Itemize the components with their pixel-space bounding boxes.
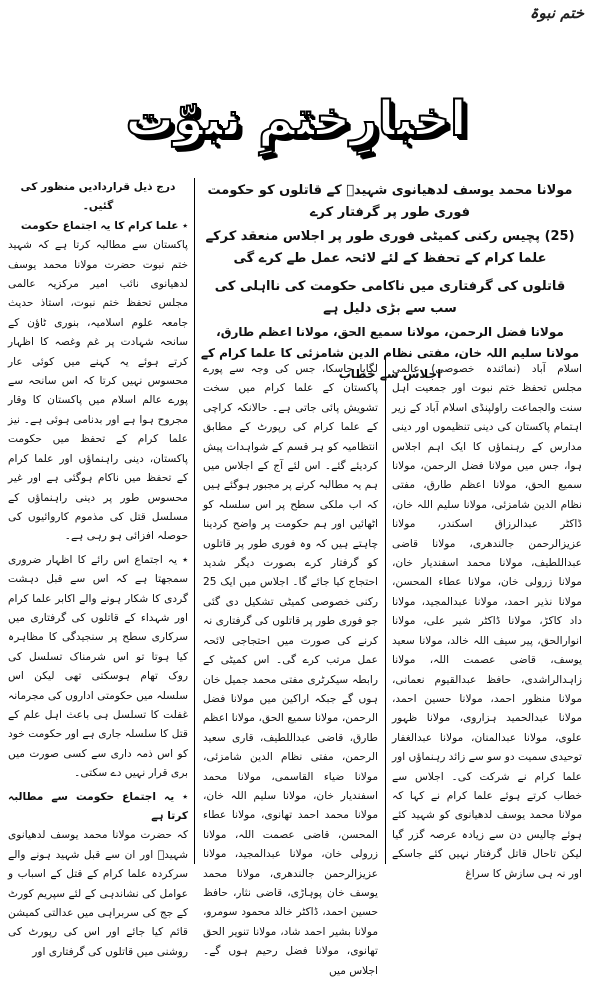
banner-title: اخبارِختمِ نبوّت xyxy=(125,91,467,147)
headline-1: مولانا محمد یوسف لدھیانوی شہیدؒ کے قاتلوں کو حکومت فوری طور پر گرفتار کرے xyxy=(207,183,573,220)
article-column-left xyxy=(8,178,188,958)
article-column-middle xyxy=(203,360,378,977)
column-divider-inner xyxy=(385,356,386,864)
article-text-middle: لگایا جاسکا، جس کی وجہ سے پورے پاکستان کے علما کرام میں سخت تشویش پائی جاتی ہے۔ حالانکہ کراچی کے علما کرام کی رپورٹ کے مطابق انتظامیہ کو ہر قسم کے شواہدات پیش کردیئے گئے۔ اس لئے آج کے اجلاس میں ہم یہ مطالبہ کرنے پر مجبور ہوگئے ہیں کہ اب ملکی سطح پر اس سلسلہ کو اٹھائیں اور ہم حکومت پر واضح کردینا چاہتے ہیں کہ وہ فوری طور پر قاتلوں کو گرفتار کرے بصورت دیگر شدید احتجاج کیا جائے گا۔ اجلاس میں ایک 25 رکنی خصوصی کمیٹی تشکیل دی گئی جو فوری طور پر قاتلوں کی گرفتاری نہ کرنے کی صورت میں احتجاجی لائحہ عمل مرتب کرے گی۔ اس کمیٹی کے رابطہ سیکرٹری مفتی محمد جمیل خان ہوں گے جبکہ اراکین میں مولانا فضل الرحمن، مولانا سمیع الحق، مولانا اعظم طارق، قاضی عبداللطیف، قاری سعید الرحمن، مفتی نظام الدین شامزئی، مولانا ضیاء القاسمی، مولانا محمد اسفندیار خان، مولانا سلیم اللہ خان، مولانا محمد احمد تھانوی، مولانا عطاء المحسن، قاضی عصمت اللہ، مولانا زرولی خان، مولانا عبدالمجید، مولانا عزیزالرحمن جالندھری، مولانا محمد یوسف خان پوہاڑی، قاضی نثار، حافظ حسین احمد، ڈاکٹر خالد محمود سومرو، مولانا بشیر احمد شاد، مولانا تنویر الحق تھانوی، مولانا فضل رحیم ہوں گے۔ اجلاس میں xyxy=(203,363,378,977)
resolution-1-text: پاکستان سے مطالبہ کرتا ہے کہ شہید ختم نبوت حضرت مولانا محمد یوسف لدھیانوی نائب امیر مرکزیہ عالمی مجلس تحفظ ختم نبوت، استاذ حدیث جامعہ علوم اسلامیہ، بنوری ٹاؤن کے سانحہ شہادت پر غم وغصہ کا اظہار کرتے ہوئے یہ کہنے میں کوئی عار محسوس نہیں کرتا کہ اس سانحہ سے پورے عالم اسلام میں پاکستان کا وقار مجروح ہوا ہے اور بدنامی ہوئی ہے۔ نیز علما کرام کے تحفظ میں حکومت پاکستان، دینی راہنماؤں اور علما کرام کے تحفظ میں ناکام ہوگئی ہے اور غیر محسوس طور پر دینی راہنماؤں کے مسلسل قتل کی مذموم کاروائیوں کی حوصلہ افزائی ہو رہی ہے۔ xyxy=(8,239,188,543)
resolution-1-heading: ٭ علما کرام کا یہ اجتماع حکومت xyxy=(20,219,188,232)
resolution-3-heading: ٭ یہ اجتماع حکومت سے مطالبہ کرتا ہے xyxy=(8,790,188,822)
masthead-logo: ختم نبوۃ xyxy=(529,4,584,22)
lead-headline-block xyxy=(200,180,580,385)
headline-4: مولانا فضل الرحمن، مولانا سمیع الحق، مولانا اعظم طارق، مولانا سلیم اللہ خان، مفتی نظام الدین شامزئی کا علما کرام کے اجلاس سے خطاب xyxy=(200,325,580,381)
page-banner xyxy=(76,88,516,150)
article-text-right: اسلام آباد (نمائندہ خصوصی) عالمی مجلس تحفظ ختم نبوت اور جمعیت اہل سنت والجماعت راولپنڈی اسلام آباد کے زیر اہتمام پاکستان کی دینی تنظیموں اور دینی مدارس کے رہنماؤں کا ایک اہم اجلاس ہوا، جس میں مولانا فضل الرحمن، مولانا سمیع الحق، مولانا اعظم طارق، مفتی نظام الدین شامزئی، مولانا سلیم اللہ خان، ڈاکٹر عبدالرزاق اسکندر، مولانا عزیزالرحمن جالندھری، مولانا قاضی عبداللطیف، مولانا محمد اسفندیار خان، مولانا زرولی خان، مولانا عطاء المحسن، مولانا نذیر احمد، مولانا عبدالمجید، مولانا داد کاکڑ، مولانا ڈاکٹر شیر علی، مولانا انوارالحق، پیر سیف اللہ خالد، مولانا سعید یوسف، قاضی عصمت اللہ، مولانا زاہدالراشدی، حافظ عبدالقیوم نعمانی، مولانا منظور احمد، مولانا حسین احمد، مولانا عبدالحمید ہزاروی، مولانا ظہور علوی، مولانا عبدالمنان، مولانا عبدالغفار توحیدی سمیت دو سو سے زائد رہنماؤں اور علما کرام نے شرکت کی۔ اجلاس سے خطاب کرتے ہوئے علما کرام نے کہا کہ مولانا محمد یوسف لدھیانوی کو شہید کئے ہوئے چالیس دن سے زیادہ عرصہ گزر گیا لیکن تاحال قاتل گرفتار نہیں کئے جاسکے اور نہ ہی سازش کا سراغ xyxy=(392,363,582,880)
headline-2: (25) پچیس رکنی کمیٹی فوری طور پر اجلاس منعقد کرکے علما کرام کے تحفظ کے لئے لائحہ عمل طے کرے گی xyxy=(205,229,575,266)
column-divider-main xyxy=(194,178,195,864)
article-column-right xyxy=(392,360,582,880)
resolution-2-text: ٭ یہ اجتماع اس رائے کا اظہار ضروری سمجھتا ہے کہ اس سے قبل دہشت گردی کا شکار ہونے والے اکابر علما کرام اور شہداء کے قاتلوں کی گرفتاری میں سرکاری سطح پر سنجیدگی کا مظاہرہ کیا ہوتا تو اس شرمناک تسلسل کی روک تھام ہوسکتی تھی لیکن اس سلسلہ میں حکومتی اداروں کی مجرمانہ غفلت کا تسلسل ہی باعث اہل علم کے قتل کا سلسلہ جاری ہے اور حکومت خود کو اس ذمہ داری سے کسی صورت میں بری قرار نہیں دے سکتی۔ xyxy=(8,553,188,780)
resolutions-intro: درج ذیل قراردادیں منظور کی گئیں۔ xyxy=(20,181,176,213)
headline-3: قاتلوں کی گرفتاری میں ناکامی حکومت کی نااہلی کی سب سے بڑی دلیل ہے xyxy=(214,279,566,316)
resolution-3-text: کہ حضرت مولانا محمد یوسف لدھیانوی شہیدؒ اور ان سے قبل شہید ہونے والے سرکردہ علما کرام کے قتل کے اسباب و عوامل کی نشاندہی کے لئے سپریم کورٹ کے جج کی سربراہی میں عدالتی کمیشن قائم کیا جائے اور اس کی رپورٹ کی روشنی میں قاتلوں کی گرفتاری اور xyxy=(8,829,188,958)
